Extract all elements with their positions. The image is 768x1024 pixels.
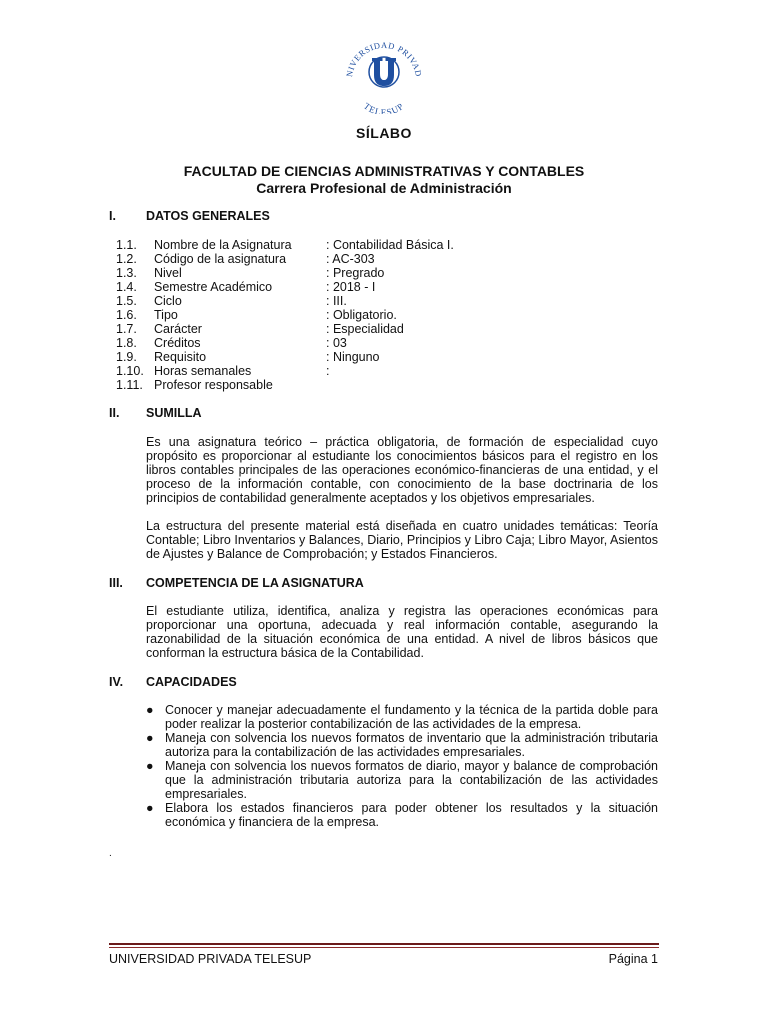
competencia-paragraph: El estudiante utiliza, identifica, analiza y registra las operaciones económicas para proporcionar una oportuna, adecuada y real información contable, asegurando la razonabilidad de la situación económica de una entidad. A nivel de libros básicos que conforman la estructura básica de la Contabilidad.: [146, 604, 658, 660]
item-key: Nombre de la Asignatura: [154, 238, 292, 252]
item-value: : AC-303: [326, 252, 375, 266]
bullet-icon: ●: [146, 801, 154, 815]
page-number: Página 1: [608, 952, 658, 966]
item-value: : 03: [326, 336, 347, 350]
list-item: [146, 759, 658, 801]
item-value: : Contabilidad Básica I.: [326, 238, 454, 252]
list-item-text: Elabora los estados financieros para poder obtener los resultados y la situación económica y financiera de la empresa.: [165, 801, 658, 829]
bullet-icon: ●: [146, 703, 154, 717]
section-title: DATOS GENERALES: [146, 209, 270, 223]
section-number: I.: [109, 209, 116, 223]
list-item: [146, 703, 658, 731]
item-value: : Pregrado: [326, 266, 385, 280]
section-title: COMPETENCIA DE LA ASIGNATURA: [146, 576, 364, 590]
sumilla-paragraph-1: Es una asignatura teórico – práctica obligatoria, de formación de especialidad cuyo propósito es proporcionar al estudiante los conocimientos básicos para el registro en los libros contables principales de las operaciones económico-financieras de una entidad, y el proceso de la información contable, con conocimiento de la base doctrinaria de los principios de contabilidad generalmente aceptados y los objetivos empresariales.: [146, 435, 658, 505]
list-item: [116, 322, 526, 336]
datos-generales-list: [116, 238, 526, 392]
item-value: : III.: [326, 294, 347, 308]
section-heading-datos-generales: [109, 209, 270, 223]
item-key: Tipo: [154, 308, 178, 322]
item-key: Requisito: [154, 350, 207, 364]
item-number: 1.7.: [116, 322, 137, 336]
career-name: Carrera Profesional de Administración: [256, 180, 512, 196]
section-number: III.: [109, 576, 123, 590]
item-value: :: [326, 364, 330, 378]
section-number: II.: [109, 406, 120, 420]
item-number: 1.10.: [116, 364, 144, 378]
list-item: [116, 252, 526, 266]
item-number: 1.3.: [116, 266, 137, 280]
document-title: SÍLABO: [356, 125, 412, 141]
item-number: 1.9.: [116, 350, 137, 364]
item-number: 1.2.: [116, 252, 137, 266]
section-heading-competencia: [109, 576, 364, 590]
telesup-seal-icon: [336, 34, 432, 114]
item-key: Créditos: [154, 336, 201, 350]
item-number: 1.5.: [116, 294, 137, 308]
list-item: [116, 350, 526, 364]
item-key: Nivel: [154, 266, 182, 280]
footer-rule: [109, 943, 659, 945]
list-item: [116, 294, 526, 308]
item-value: [326, 378, 526, 392]
bullet-icon: ●: [146, 731, 154, 745]
list-item: [116, 308, 526, 322]
item-number: 1.11.: [116, 378, 143, 392]
list-item: [146, 731, 658, 759]
item-key: Ciclo: [154, 294, 182, 308]
item-key: Carácter: [154, 322, 202, 336]
item-number: 1.4.: [116, 280, 137, 294]
list-item: [146, 801, 658, 829]
faculty-name: FACULTAD DE CIENCIAS ADMINISTRATIVAS Y CONTABLES: [183, 163, 585, 179]
footer-rule-thin: [109, 947, 659, 948]
footer-university-name: UNIVERSIDAD PRIVADA TELESUP: [109, 952, 312, 966]
stray-period: .: [109, 848, 112, 859]
list-item: [116, 378, 526, 392]
item-value: : 2018 - I: [326, 280, 376, 294]
list-item-text: Maneja con solvencia los nuevos formatos de diario, mayor y balance de comprobación que la administración tributaria autoriza para la contabilización de las actividades empresariales.: [165, 759, 658, 801]
svg-text:TELESUP: TELESUP: [361, 100, 407, 114]
item-value: : Especialidad: [326, 322, 404, 336]
list-item: [116, 364, 526, 378]
svg-text:UNIVERSIDAD PRIVADA: NIVERSIDAD PRIVAD: [344, 39, 424, 78]
section-number: IV.: [109, 675, 124, 689]
item-value: : Obligatorio.: [326, 308, 397, 322]
section-heading-sumilla: [109, 406, 202, 420]
item-number: 1.1.: [116, 238, 137, 252]
sumilla-paragraph-2: La estructura del presente material está diseñada en cuatro unidades temáticas: Teoría Contable; Libro Inventarios y Balances, Diario, Principios y Libro Caja; Libro Mayor, Asientos de Ajustes y Balance de Comprobación; y Estados Financieros.: [146, 519, 658, 561]
list-item: [116, 266, 526, 280]
section-title: CAPACIDADES: [146, 675, 237, 689]
list-item: [116, 336, 526, 350]
item-key: Código de la asignatura: [154, 252, 287, 266]
item-number: 1.6.: [116, 308, 137, 322]
item-value: : Ninguno: [326, 350, 380, 364]
item-key: Horas semanales: [154, 364, 252, 378]
section-title: SUMILLA: [146, 406, 202, 420]
university-logo: [336, 34, 432, 114]
list-item: [116, 280, 526, 294]
list-item-text: Maneja con solvencia los nuevos formatos de inventario que la administración tributaria autoriza para la contabilización de las actividades empresariales.: [165, 731, 658, 759]
item-key: Profesor responsable: [154, 378, 273, 392]
item-number: 1.8.: [116, 336, 137, 350]
capacidades-list: [146, 703, 658, 829]
bullet-icon: ●: [146, 759, 154, 773]
item-key: Semestre Académico: [154, 280, 273, 294]
list-item: [116, 238, 526, 252]
list-item-text: Conocer y manejar adecuadamente el fundamento y la técnica de la partida doble para poder realizar la posterior contabilización de las actividades de la empresa.: [165, 703, 658, 731]
section-heading-capacidades: [109, 675, 237, 689]
